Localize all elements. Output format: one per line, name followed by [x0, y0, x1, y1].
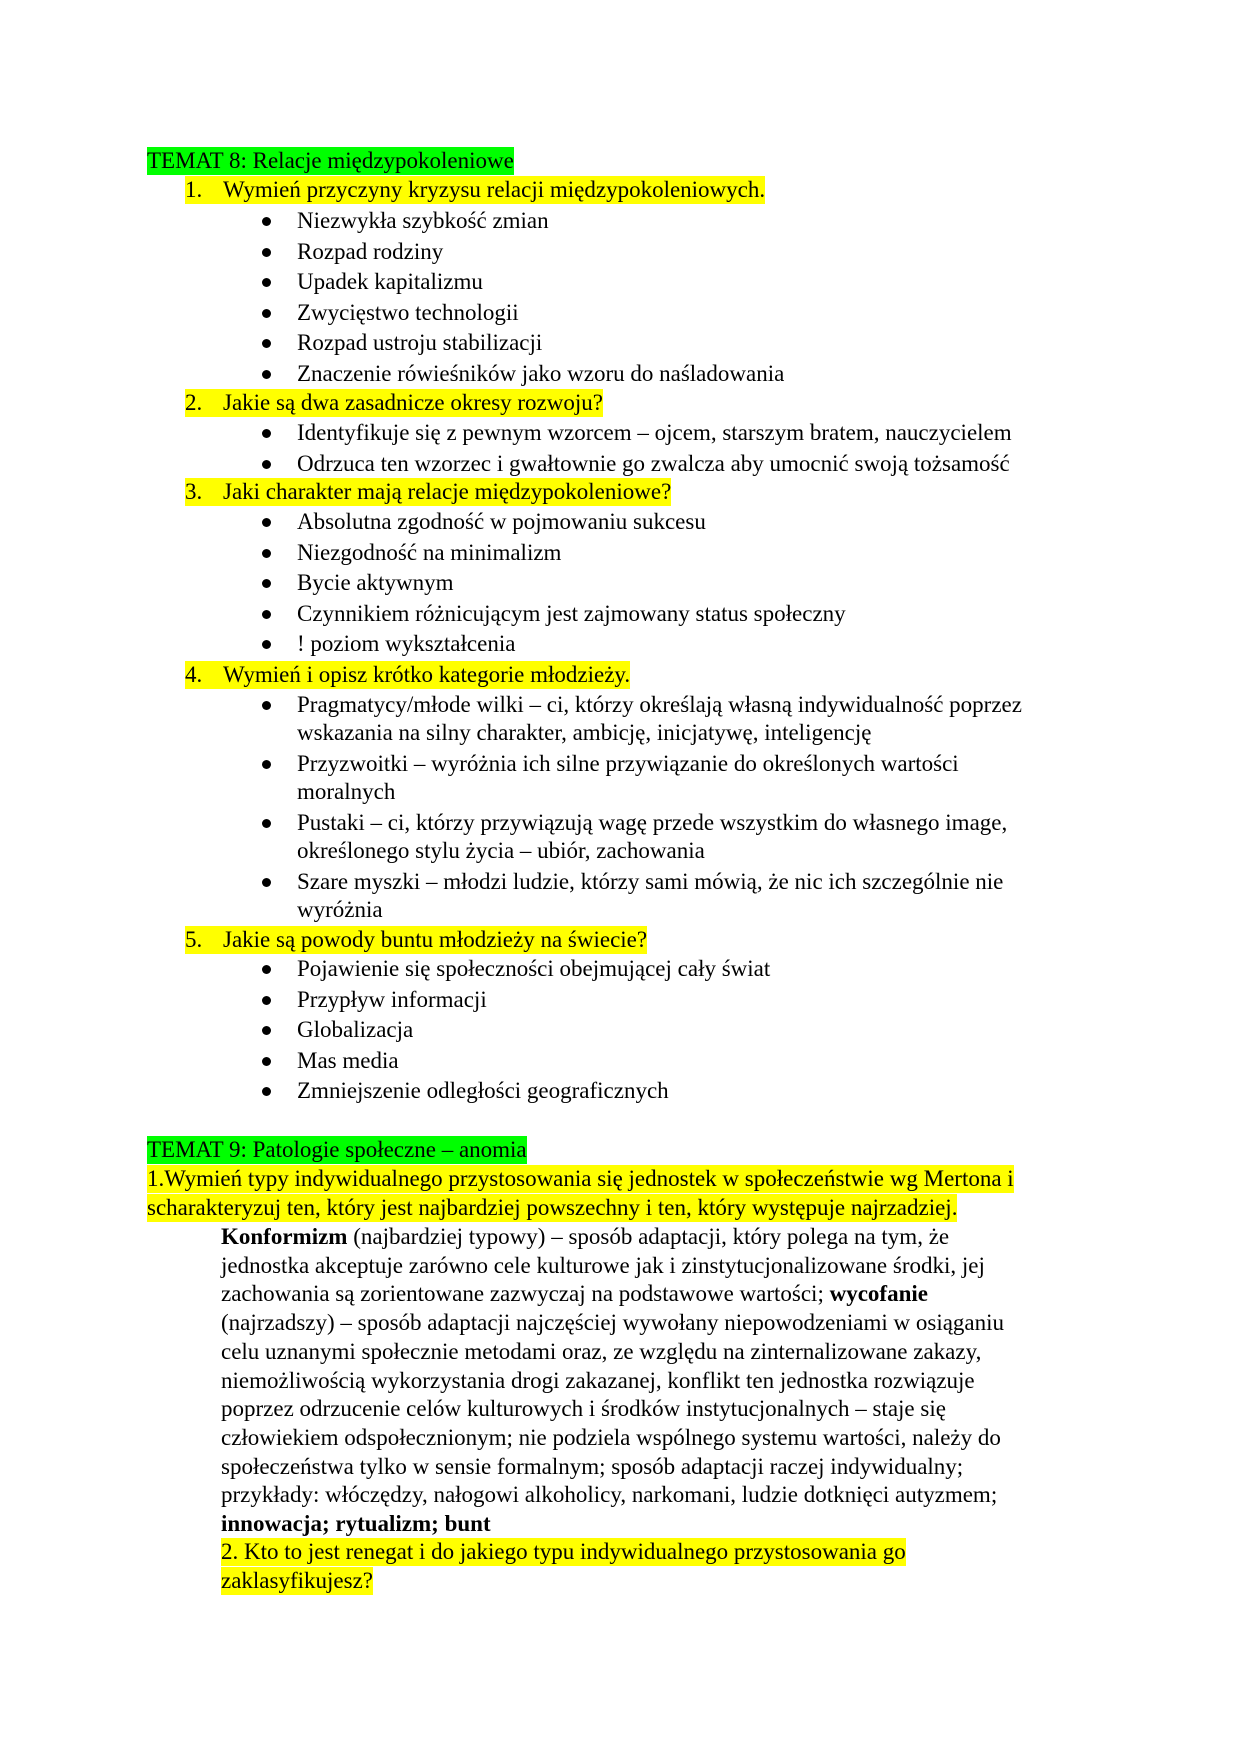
bullet-icon: [262, 1087, 271, 1096]
list-item: Czynnikiem różnicującym jest zajmowany status społeczny: [297, 600, 846, 626]
bullet-icon: [262, 996, 271, 1005]
answer-line: zachowania są zorientowane zazwyczaj na podstawowe wartości; wycofanie: [221, 1281, 928, 1307]
list-item: Przyzwoitki – wyróżnia ich silne przywiązanie do określonych wartości: [297, 751, 959, 776]
answer-line: przykłady: włóczędzy, nałogowi alkoholicy, narkomani, ludzie dotknięci autyzmem;: [221, 1482, 998, 1508]
answer-line-other-types: innowacja; rytualizm; bunt: [221, 1511, 491, 1537]
answer-line: celu uznanymi społecznie metodami oraz, ze względu na zinternalizowane zakazy,: [221, 1338, 982, 1364]
list-item: Identyfikuje się z pewnym wzorcem – ojcem, starszym bratem, nauczycielem: [297, 420, 1012, 445]
list-item: Odrzuca ten wzorzec i gwałtownie go zwalcza aby umocnić swoją tożsamość: [297, 450, 1010, 476]
list-item: Pragmatycy/młode wilki – ci, którzy określają własną indywidualność poprzez: [297, 692, 1022, 717]
bullet-icon: [262, 579, 271, 588]
question-text: Jakie są powody buntu młodzieży na świecie?: [223, 927, 648, 952]
t9-question-1-line-1: 1.Wymień typy indywidualnego przystosowania się jednostek w społeczeństwie wg Mertona i: [147, 1166, 1014, 1191]
answer-line: (najrzadszy) – sposób adaptacji najczęściej wywołany niepowodzeniami w osiąganiu: [221, 1310, 1005, 1336]
bullet-icon: [262, 965, 271, 974]
question-number: 2.: [185, 390, 203, 415]
list-item: ! poziom wykształcenia: [297, 631, 516, 656]
bullet-icon: [262, 1057, 271, 1066]
list-item: Pojawienie się społeczności obejmującej cały świat: [297, 956, 771, 981]
list-item: Globalizacja: [297, 1017, 414, 1042]
bullet-icon: [262, 460, 271, 469]
bullet-icon: [262, 278, 271, 287]
question-4: [185, 661, 630, 689]
question-number: 5.: [185, 927, 203, 952]
list-item: Pustaki – ci, którzy przywiązują wagę przede wszystkim do własnego image,: [297, 810, 1008, 835]
list-item: wyróżnia: [297, 897, 383, 922]
list-item: moralnych: [297, 779, 396, 804]
list-item: Niezgodność na minimalizm: [297, 539, 562, 565]
list-item: wskazania na silny charakter, ambicję, inicjatywę, inteligencję: [297, 720, 872, 745]
question-number: 3.: [185, 479, 203, 504]
list-item: Upadek kapitalizmu: [297, 269, 483, 294]
bullet-icon: [262, 217, 271, 226]
question-text: Jakie są dwa zasadnicze okresy rozwoju?: [223, 390, 603, 415]
list-item: Rozpad rodziny: [297, 238, 444, 264]
question-number: 1.: [185, 177, 203, 202]
bullet-icon: [262, 518, 271, 527]
list-item: Mas media: [297, 1047, 399, 1073]
list-item: Zwycięstwo technologii: [297, 299, 519, 325]
answer-line: człowiekiem odspołecznionym; nie podziela wspólnego systemu wartości, należy do: [221, 1424, 1001, 1450]
list-item: Bycie aktywnym: [297, 570, 454, 595]
list-item: Zmniejszenie odległości geograficznych: [297, 1078, 669, 1103]
topic-8-title: TEMAT 8: Relacje międzypokoleniowe: [147, 148, 514, 173]
list-item: Znaczenie rówieśników jako wzoru do naśladowania: [297, 360, 785, 386]
answer-line: Konformizm (najbardziej typowy) – sposób adaptacji, który polega na tym, że: [221, 1224, 950, 1249]
question-text: Wymień przyczyny kryzysu relacji międzypokoleniowych.: [223, 177, 766, 202]
bullet-icon: [262, 701, 271, 710]
bullet-icon: [262, 429, 271, 438]
list-item: Niezwykła szybkość zmian: [297, 208, 549, 233]
bullet-icon: [262, 878, 271, 887]
term-konformizm: Konformizm: [221, 1224, 348, 1249]
t9-question-2-line-1: 2. Kto to jest renegat i do jakiego typu indywidualnego przystosowania go: [221, 1539, 906, 1564]
bullet-icon: [262, 610, 271, 619]
t9-question-2-line-2: zaklasyfikujesz?: [221, 1568, 373, 1593]
question-2: [185, 389, 603, 417]
bullet-icon: [262, 370, 271, 379]
topic-9-title: TEMAT 9: Patologie społeczne – anomia: [147, 1137, 527, 1162]
question-text: Jaki charakter mają relacje międzypokoleniowe?: [223, 479, 672, 504]
list-item: Absolutna zgodność w pojmowaniu sukcesu: [297, 509, 706, 534]
bullet-icon: [262, 248, 271, 257]
t9-answer: [221, 1223, 1004, 1539]
answer-line: społeczeństwa tylko w sensie formalnym; sposób adaptacji raczej indywidualny;: [221, 1453, 964, 1479]
answer-line: poprzez odrzucenie celów kulturowych i środków instytucjonalnych – staje się: [221, 1396, 946, 1422]
question-1: [185, 176, 765, 204]
bullet-icon: [262, 819, 271, 828]
answer-line: niemożliwością wykorzystania drogi zakazanej, konflikt ten jednostka rozwiązuje: [221, 1367, 975, 1393]
question-3: [185, 478, 671, 506]
answer-line: jednostka akceptuje zarówno cele kulturowe jak i zinstytucjonalizowane środki, jej: [221, 1252, 985, 1278]
question-text: Wymień i opisz krótko kategorie młodzieży.: [223, 662, 631, 687]
question-5: [185, 926, 647, 954]
list-item: Przypływ informacji: [297, 986, 487, 1012]
bullet-icon: [262, 640, 271, 649]
term-wycofanie: wycofanie: [829, 1281, 928, 1307]
bullet-icon: [262, 760, 271, 769]
bullet-icon: [262, 309, 271, 318]
bullet-icon: [262, 549, 271, 558]
list-item: Rozpad ustroju stabilizacji: [297, 330, 543, 355]
list-item: określonego stylu życia – ubiór, zachowania: [297, 838, 705, 863]
t9-question-1-line-2: scharakteryzuj ten, który jest najbardziej powszechny i ten, który występuje najrzadziej.: [147, 1195, 958, 1220]
bullet-icon: [262, 1026, 271, 1035]
question-number: 4.: [185, 662, 203, 687]
bullet-icon: [262, 339, 271, 348]
list-item: Szare myszki – młodzi ludzie, którzy sami mówią, że nic ich szczególnie nie: [297, 869, 1004, 894]
